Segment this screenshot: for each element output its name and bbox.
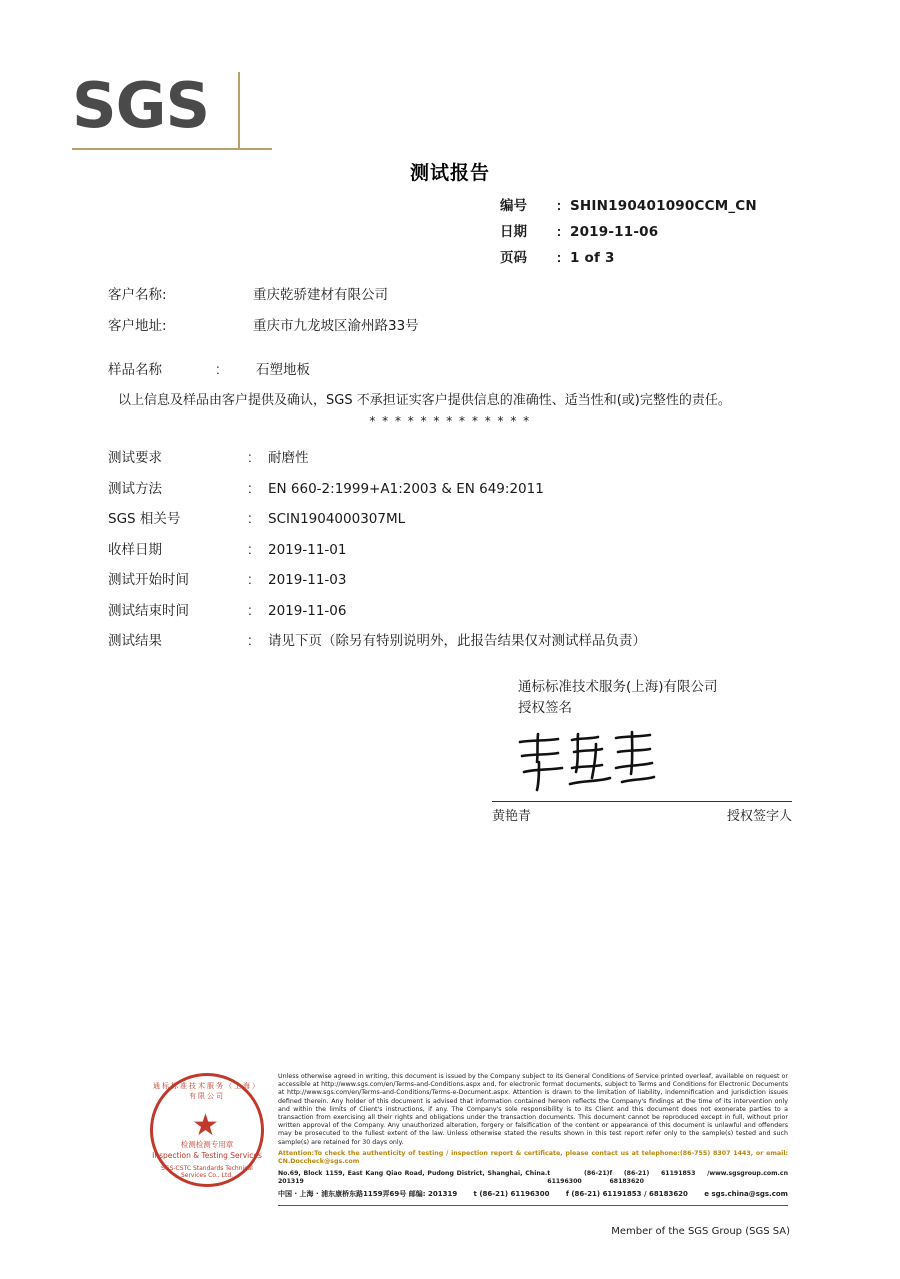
detail-row-test-result bbox=[108, 626, 646, 657]
detail-label-test-requirement: 测试要求 bbox=[108, 450, 162, 466]
footer-address-cn-row bbox=[278, 1190, 788, 1198]
meta-colon-report-number: : bbox=[556, 198, 562, 213]
detail-row-test-requirement bbox=[108, 443, 646, 474]
detail-label-test-end-date: 测试结束时间 bbox=[108, 602, 189, 619]
detail-value-sample-received-date: 2019-11-01 bbox=[268, 541, 347, 558]
meta-row-date bbox=[500, 219, 757, 245]
footer-address-cn-tel: t (86-21) 61196300 bbox=[473, 1189, 550, 1198]
signature-names-row bbox=[492, 805, 792, 824]
meta-label-report-number: 编号 bbox=[500, 198, 527, 214]
customer-name-row bbox=[108, 280, 419, 311]
logo-horizontal-rule bbox=[72, 148, 272, 150]
footer-attention-text: Attention:To check the authenticity of testing / inspection report & certificate, please contact us at telephone:(86-755) 8307 1443, or email: CN.Doccheck@sgs.com bbox=[278, 1149, 788, 1166]
detail-row-test-method bbox=[108, 474, 646, 505]
seal-mid-text-cn: 检测检测专用章 bbox=[180, 1140, 234, 1149]
footer-address-cn-fax: f (86-21) 61191853 / 68183620 bbox=[565, 1189, 688, 1198]
detail-label-test-start-date: 测试开始时间 bbox=[108, 572, 189, 588]
detail-colon-test-start-date: : bbox=[248, 572, 252, 587]
meta-value-report-number: SHIN190401090CCM_CN bbox=[570, 198, 757, 214]
seal-mid-text bbox=[150, 1139, 264, 1161]
detail-colon-sgs-reference: : bbox=[248, 511, 252, 526]
detail-row-test-start-date bbox=[108, 565, 646, 596]
footer-address-en: No.69, Block 1159, East Kang Qiao Road, Pudong District, Shanghai, China. 201319 bbox=[278, 1170, 548, 1186]
footer-address-en-tel: t (86-21) 61196300 bbox=[547, 1170, 610, 1186]
footer-member-text: Member of the SGS Group (SGS SA) bbox=[611, 1226, 790, 1237]
meta-value-page: 1 of 3 bbox=[570, 250, 615, 266]
sample-name-value: 石塑地板 bbox=[256, 362, 310, 378]
customer-name-label: 客户名称: bbox=[108, 287, 167, 303]
detail-value-test-method: EN 660-2:1999+A1:2003 & EN 649:2011 bbox=[268, 480, 544, 497]
detail-colon-test-result: : bbox=[248, 633, 252, 648]
sgs-logo bbox=[72, 70, 272, 150]
customer-address-value: 重庆市九龙坡区渝州路33号 bbox=[253, 318, 419, 334]
detail-label-test-result: 测试结果 bbox=[108, 633, 162, 649]
detail-colon-test-requirement: : bbox=[248, 450, 252, 465]
footer-address-en-row bbox=[278, 1170, 788, 1186]
detail-value-test-result: 请见下页（除另有特别说明外，此报告结果仅对测试样品负责） bbox=[268, 633, 646, 649]
footer-divider bbox=[278, 1205, 788, 1206]
detail-label-sgs-reference: SGS 相关号 bbox=[108, 511, 181, 527]
detail-label-sample-received-date: 收样日期 bbox=[108, 541, 162, 558]
signature-company-block bbox=[518, 677, 718, 719]
customer-address-label: 客户地址: bbox=[108, 318, 167, 334]
customer-name-value: 重庆乾骄建材有限公司 bbox=[253, 287, 388, 303]
detail-row-sgs-reference bbox=[108, 504, 646, 535]
detail-colon-sample-received-date: : bbox=[248, 541, 252, 557]
report-meta bbox=[500, 193, 757, 271]
footer-address-cn-mail: e sgs.china@sgs.com bbox=[704, 1189, 788, 1198]
sample-block bbox=[108, 357, 310, 383]
meta-label-page: 页码 bbox=[500, 250, 527, 266]
signer-title: 授权签字人 bbox=[726, 809, 792, 824]
seal-bottom-text: SGS-CSTC Standards Technical Services Co., Ltd. bbox=[161, 1165, 253, 1179]
customer-block bbox=[108, 280, 419, 342]
footer-legal-text: Unless otherwise agreed in writing, this document is issued by the Company subject to its General Conditions of Service printed overleaf, available on request or accessible at http://www.sgs.com/en/Terms-and-Conditions.aspx and, for electronic format documents, subject to Terms and Conditions for Electronic Documents at http://www.sgs.com/en/Terms-and-Conditions/Terms-e-Document.aspx. Attention is drawn to the limitation of liability, indemnification and jurisdiction issues defined therein. Any holder of this document is advised that information contained hereon reflects the Company's findings at the time of its intervention only and within the limits of Client's instructions, if any. The Company's sole responsibility is to its Client and this document does not exonerate parties to a transaction from exercising all their rights and obligations under the transaction documents. This document cannot be reproduced except in full, without prior written approval of the Company. Any unauthorized alteration, forgery or falsification of the content or appearance of this document is unlawful and offenders may be prosecuted to the fullest extent of the law. Unless otherwise stated the results shown in this test report refer only to the sample(s) tested and such sample(s) are retained for 30 days only. bbox=[278, 1073, 788, 1146]
footer-legal-block bbox=[278, 1073, 788, 1198]
meta-row-page bbox=[500, 245, 757, 271]
meta-colon-date: : bbox=[556, 224, 562, 239]
sample-name-label: 样品名称 bbox=[108, 362, 162, 378]
signature-underline bbox=[492, 801, 792, 802]
detail-row-test-end-date bbox=[108, 596, 646, 627]
customer-address-row bbox=[108, 311, 419, 342]
logo-vertical-rule bbox=[238, 72, 240, 148]
signature-authorized-label: 授权签名 bbox=[518, 700, 572, 716]
handwritten-signature-icon bbox=[512, 728, 662, 796]
detail-value-test-start-date: 2019-11-03 bbox=[268, 572, 347, 588]
footer-address-en-fax: f (86-21) 61191853 / 68183620 bbox=[609, 1170, 710, 1186]
sgs-logo-text: SGS bbox=[72, 69, 210, 142]
seal-star-icon: ★ bbox=[192, 1109, 219, 1142]
footer-address-en-web: www.sgsgroup.com.cn bbox=[709, 1170, 788, 1178]
signer-name: 黄艳青 bbox=[492, 809, 532, 824]
separator-stars: * * * * * * * * * * * * * bbox=[369, 414, 531, 428]
detail-value-sgs-reference: SCIN1904000307ML bbox=[268, 511, 406, 527]
sample-name-row bbox=[108, 357, 310, 383]
detail-row-sample-received-date bbox=[108, 535, 646, 566]
sample-name-colon: : bbox=[216, 362, 220, 377]
detail-colon-test-end-date: : bbox=[248, 602, 252, 618]
footer-address-cn: 中国 · 上海 · 浦东康桥东路1159弄69号 邮编: 201319 bbox=[278, 1189, 458, 1198]
detail-colon-test-method: : bbox=[248, 480, 252, 496]
meta-colon-page: : bbox=[556, 250, 562, 265]
signature-company-name: 通标标准技术服务(上海)有限公司 bbox=[518, 679, 718, 695]
sample-disclaimer: 以上信息及样品由客户提供及确认，SGS 不承担证实客户提供信息的准确性、适当性和(或)完整性的责任。 bbox=[118, 393, 731, 408]
detail-label-test-method: 测试方法 bbox=[108, 480, 162, 497]
meta-row-report-number bbox=[500, 193, 757, 219]
company-seal-icon bbox=[150, 1073, 268, 1191]
seal-mid-text-en: Inspection & Testing Services bbox=[152, 1151, 262, 1160]
test-details-block bbox=[108, 443, 646, 657]
detail-value-test-requirement: 耐磨性 bbox=[268, 450, 309, 466]
page-title bbox=[0, 158, 900, 185]
meta-value-date: 2019-11-06 bbox=[570, 224, 659, 240]
meta-label-date: 日期 bbox=[500, 224, 527, 240]
page-title-text: 测试报告 bbox=[409, 162, 490, 184]
seal-top-text: 通标标准技术服务（上海）有限公司 bbox=[153, 1082, 261, 1100]
detail-value-test-end-date: 2019-11-06 bbox=[268, 602, 347, 619]
